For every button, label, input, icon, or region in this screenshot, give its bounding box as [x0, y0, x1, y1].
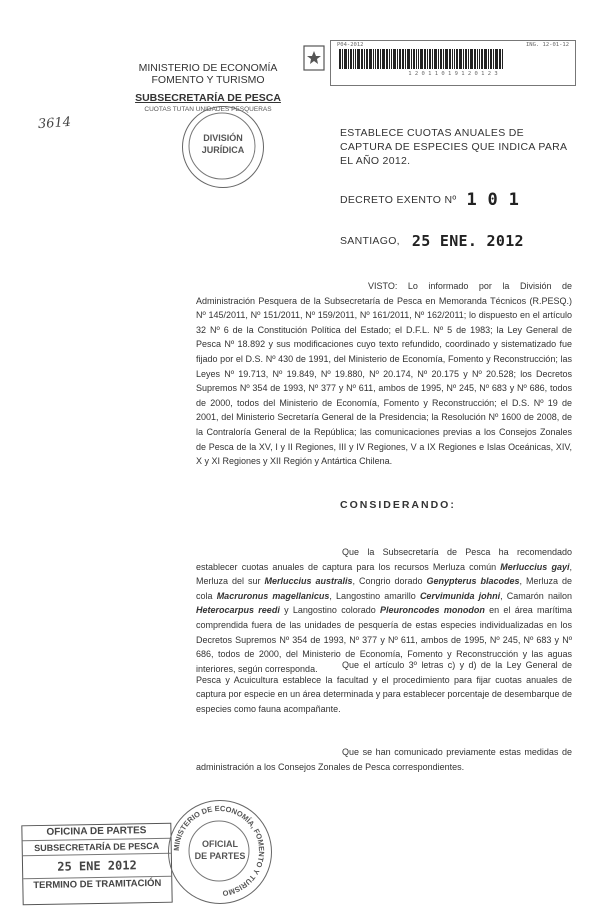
species-name: Genypterus blacodes	[426, 576, 520, 587]
subsecretaria-name: SUBSECRETARÍA DE PESCA	[135, 92, 281, 104]
visto-paragraph: VISTO: Lo informado por la División de Administración Pesquera de la Subsecretaría de Pesca en Memoranda Técnicos (R.PESQ.) Nº 145/2011, Nº 151/2011, Nº 159/2011, Nº 161/2011, Nº 162/2011; lo dispuesto en el artículo 32 Nº 6 de la Constitución Política del Estado; el D.F.L. Nº 5 de 1983; la Ley General de Pesca Nº 18.892 y sus modificaciones cuyo texto refundido, coordinado y sistematizado fue fijado por el D.S. Nº 430 de 1991, del Ministerio de Economía, Fomento y Reconstrucción; las Leyes Nº 19.713, Nº 19.849, Nº 19.880, Nº 20.174, Nº 20.175 y Nº 20.528; los Decretos Supremos Nº 354 de 1993, Nº 377 y Nº 611, ambos de 1995, Nº 245, Nº 683 y Nº 686, todos de 2000, todos del Ministerio de Economía, Fomento y Reconstrucción; el D.S. Nº 19 de 2001, del Ministerio Secretaría General de la Presidencia; la Resolución Nº 1600 de 2008, de la Contraloría General de la República; las comunicaciones previas a los Consejos Zonales de Pesca de la XV, I y II Regiones, III y IV Regiones, V a IX Regiones e Islas Oceánicas, XIV, X y XI Regiones y XII Región y Antártica Chilena.	[196, 281, 572, 467]
species-name: Macruronus magellanicus	[216, 590, 330, 601]
p1-text-h: en el área marítima comprendida fuera de las unidades de pesquería de estas especies individualizadas en los Decretos Supremos Nº 354 de 1993, Nº 377 y Nº 611, ambos de 1995, Nº 245, Nº 683 y Nº 686, todos de 2000, del Ministerio de Economía, Fomento y Reconstrucción y las aguas interiores, según corresponda.	[196, 605, 572, 674]
stamp-line: SUBSECRETARÍA DE PESCA	[23, 839, 171, 857]
oficina-partes-stamp	[21, 823, 172, 906]
species-name: Cervimunida johni	[419, 590, 501, 601]
p1-text-b: , Merluza del sur	[196, 561, 573, 587]
species-name: Merluccius gayi	[500, 561, 570, 572]
oficial-partes-seal	[168, 800, 272, 904]
barcode-number: 1 2 0 1 1 0 1 9 1 2 0 1 2 3	[408, 71, 498, 77]
date-line	[340, 232, 580, 250]
species-name: Pleuroncodes monodon	[380, 605, 485, 616]
header-subtitle: CUOTAS TUTAN UNIDADES PESQUERAS	[144, 106, 272, 113]
handwritten-note: 3614	[37, 114, 72, 133]
division-label: DIVISIÓN	[203, 133, 243, 143]
seal-ring-text: MINISTERIO DE ECONOMÍA, FOMENTO Y TURISMO	[171, 803, 266, 898]
stamp-line: OFICINA DE PARTES	[22, 824, 170, 842]
decree-label: DECRETO EXENTO Nº	[340, 194, 457, 206]
considerando-paragraph-2: Que el artículo 3º letras c) y d) de la Ley General de Pesca y Acuicultura establece la facultad y el procedimiento para fijar cuotas anuales de captura por especie en un área determinada y para establecer porcentaje de desembarque de especies como fauna acompañante.	[196, 660, 572, 714]
government-logo	[302, 44, 326, 74]
considerando-paragraph-3: Que se han comunicado previamente estas medidas de administración a los Consejos Zonales de Pesca correspondientes.	[196, 747, 572, 772]
decree-date: 25 ENE. 2012	[411, 232, 524, 250]
seal-label: OFICIAL	[202, 839, 238, 849]
barcode-label	[330, 40, 576, 86]
document-title: ESTABLECE CUOTAS ANUALES DE CAPTURA DE ESPECIES QUE INDICA PARA EL AÑO 2012.	[340, 127, 567, 167]
barcode-bars	[337, 49, 569, 69]
species-name: Heterocarpus reedi	[196, 605, 280, 616]
p1-text-e: , Langostino amarillo	[329, 590, 420, 601]
date-city: SANTIAGO,	[340, 235, 400, 247]
decree-number: 1 0 1	[466, 190, 520, 210]
p1-text-a: Que la Subsecretaría de Pesca ha recomendado establecer cuotas anuales de captura para los recursos Merluza común	[196, 547, 572, 572]
p1-text-d: , Merluza de cola	[196, 576, 573, 601]
p1-text-c: , Congrio dorado	[352, 576, 427, 587]
division-label-2: JURÍDICA	[201, 145, 245, 155]
species-name: Merluccius australis	[264, 576, 353, 587]
stamp-line: TERMINO DE TRAMITACIÓN	[33, 877, 162, 892]
barcode-top-left: P04-2012	[337, 42, 364, 48]
division-juridica-seal	[182, 106, 264, 188]
ministry-name: MINISTERIO DE ECONOMÍA	[138, 62, 278, 74]
barcode-top-right: ING. 12-01-12	[525, 42, 569, 48]
seal-label-2: DE PARTES	[194, 851, 246, 861]
decree-line	[340, 190, 580, 210]
considerando-heading: CONSIDERANDO:	[340, 499, 456, 511]
stamp-date: 25 ENE 2012	[23, 854, 171, 880]
p1-text-g: y Langostino colorado	[279, 605, 381, 616]
p1-text-f: , Camarón nailon	[500, 590, 572, 601]
considerando-paragraph-1	[196, 545, 572, 676]
government-shield-icon	[302, 44, 326, 74]
ministry-name-line2: FOMENTO Y TURISMO	[151, 74, 265, 86]
